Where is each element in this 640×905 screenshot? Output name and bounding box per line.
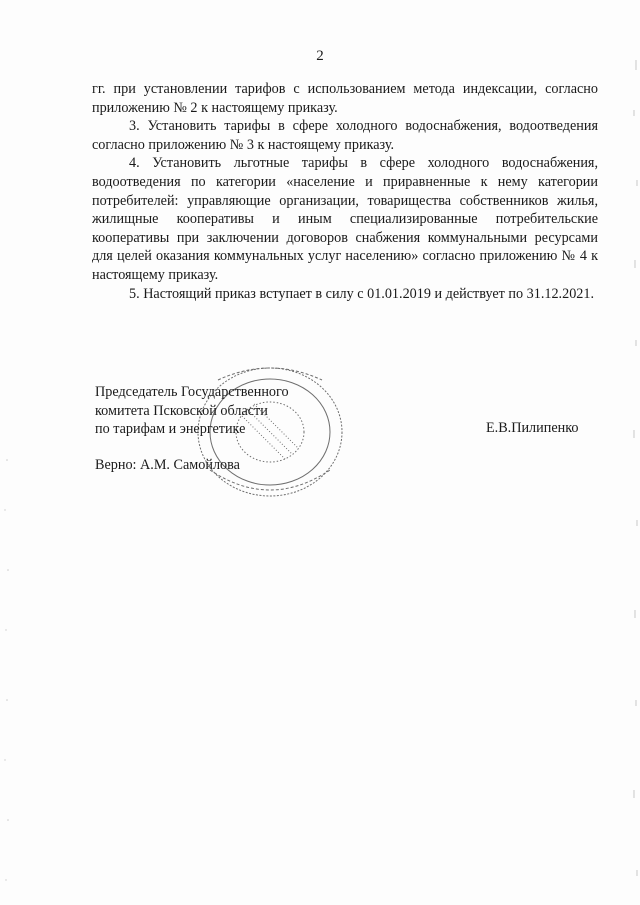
scan-left-marks bbox=[0, 420, 14, 905]
signature-position bbox=[95, 383, 289, 439]
page-number: 2 bbox=[316, 48, 324, 64]
copy-certification: Верно: А.М. Самойлова bbox=[95, 457, 240, 473]
signature-position-line: Председатель Государственного bbox=[95, 384, 289, 400]
paragraph-item-5: 5. Настоящий приказ вступает в силу с 01.01.2019 и действует по 31.12.2021. bbox=[129, 285, 595, 302]
signature-position-line: по тарифам и энергетике bbox=[95, 421, 246, 438]
paragraph-item-3: 3. Установить тарифы в сфере холодного водоснабжения, водоотведения согласно приложению № 3 к настоящему приказу. bbox=[92, 118, 598, 153]
signature-position-line: комитета Псковской области bbox=[95, 402, 268, 419]
scan-edge-marks bbox=[628, 0, 640, 905]
paragraph-item-4: 4. Установить льготные тарифы в сфере холодного водоснабжения, водоотведения по категории «население и приравненные к нему категории потребителей: управляющие организации, товарищества собственников жилья, жилищные кооперативы и иным специализированные потребительские кооперативы при заключении договоров снабжения коммунальными ресурсами для целей оказания коммунальных услуг населению» согласно приложению № 4 к настоящему приказу. bbox=[92, 155, 598, 283]
signatory-name: Е.В.Пилипенко bbox=[486, 420, 579, 436]
paragraph-continuation: гг. при установлении тарифов с использованием метода индексации, согласно приложению № 2 к настоящему приказу. bbox=[92, 81, 598, 116]
document-body bbox=[92, 80, 598, 303]
